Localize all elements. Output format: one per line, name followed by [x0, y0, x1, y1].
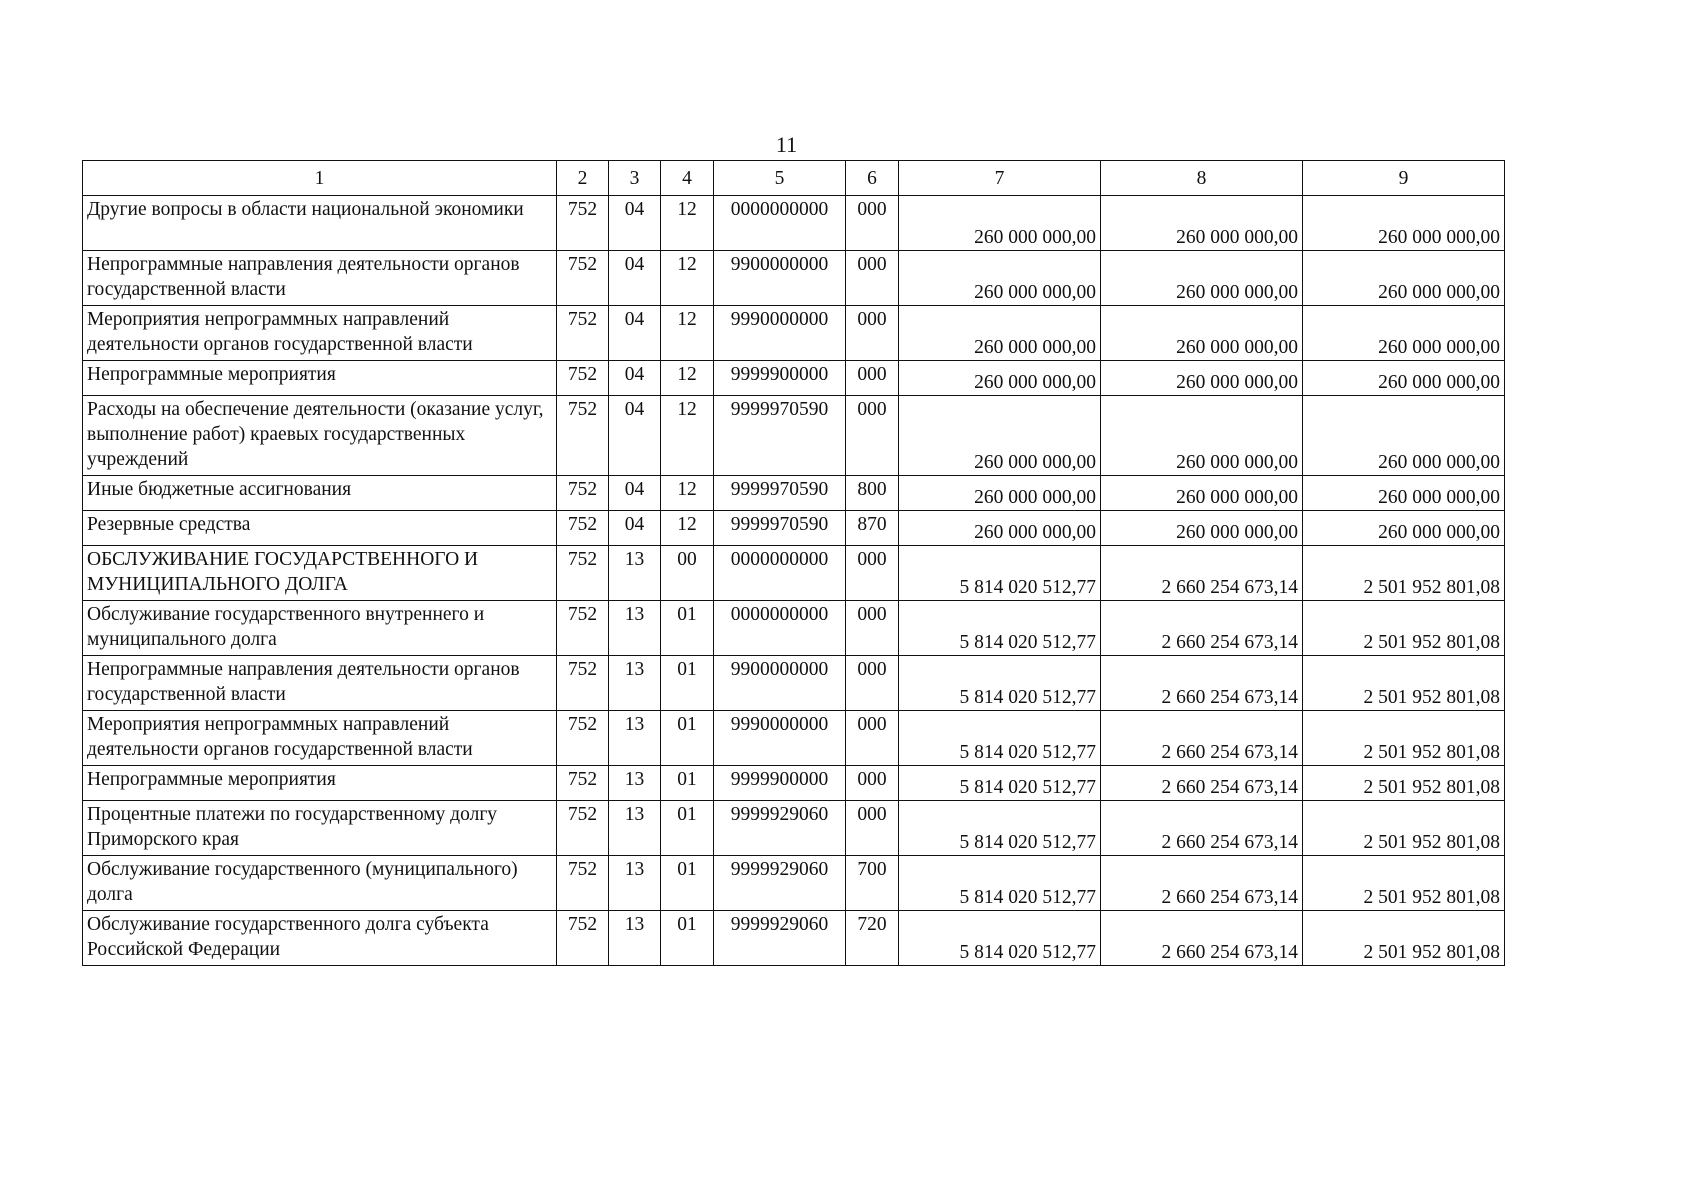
cell-col-6: 000	[846, 711, 899, 766]
amount-col-7: 5 814 020 512,77	[899, 656, 1101, 711]
amount-col-7: 260 000 000,00	[899, 251, 1101, 306]
cell-col-6: 000	[846, 656, 899, 711]
column-header: 1	[83, 161, 557, 196]
row-name: Обслуживание государственного (муниципального) долга	[83, 856, 557, 911]
cell-col-2: 752	[557, 306, 609, 361]
cell-col-3: 04	[609, 396, 661, 476]
cell-col-4: 12	[661, 306, 714, 361]
amount-col-9: 2 501 952 801,08	[1303, 711, 1505, 766]
cell-col-4: 01	[661, 601, 714, 656]
cell-col-2: 752	[557, 511, 609, 546]
amount-col-8: 260 000 000,00	[1101, 361, 1303, 396]
row-name: Иные бюджетные ассигнования	[83, 476, 557, 511]
table-row	[83, 546, 1505, 601]
column-header: 3	[609, 161, 661, 196]
cell-col-2: 752	[557, 546, 609, 601]
cell-col-2: 752	[557, 656, 609, 711]
cell-col-5: 9999929060	[714, 801, 846, 856]
cell-col-3: 04	[609, 361, 661, 396]
amount-col-9: 2 501 952 801,08	[1303, 856, 1505, 911]
cell-col-2: 752	[557, 711, 609, 766]
cell-col-3: 13	[609, 801, 661, 856]
cell-col-5: 9999900000	[714, 766, 846, 801]
amount-col-7: 260 000 000,00	[899, 476, 1101, 511]
cell-col-6: 720	[846, 911, 899, 966]
amount-col-9: 260 000 000,00	[1303, 196, 1505, 251]
amount-col-9: 2 501 952 801,08	[1303, 546, 1505, 601]
cell-col-3: 13	[609, 911, 661, 966]
amount-col-7: 260 000 000,00	[899, 511, 1101, 546]
amount-col-9: 2 501 952 801,08	[1303, 801, 1505, 856]
amount-col-9: 260 000 000,00	[1303, 511, 1505, 546]
cell-col-3: 13	[609, 856, 661, 911]
amount-col-7: 5 814 020 512,77	[899, 546, 1101, 601]
row-name: Мероприятия непрограммных направлений деятельности органов государственной власти	[83, 306, 557, 361]
table-row	[83, 396, 1505, 476]
cell-col-4: 01	[661, 711, 714, 766]
cell-col-3: 13	[609, 711, 661, 766]
cell-col-2: 752	[557, 396, 609, 476]
amount-col-8: 260 000 000,00	[1101, 251, 1303, 306]
column-header: 6	[846, 161, 899, 196]
table-row	[83, 656, 1505, 711]
cell-col-3: 04	[609, 251, 661, 306]
amount-col-8: 260 000 000,00	[1101, 306, 1303, 361]
cell-col-2: 752	[557, 601, 609, 656]
amount-col-8: 260 000 000,00	[1101, 511, 1303, 546]
table-body	[83, 196, 1505, 966]
cell-col-5: 9999970590	[714, 511, 846, 546]
cell-col-2: 752	[557, 361, 609, 396]
amount-col-8: 260 000 000,00	[1101, 396, 1303, 476]
row-name: Непрограммные мероприятия	[83, 361, 557, 396]
amount-col-9: 260 000 000,00	[1303, 396, 1505, 476]
cell-col-5: 9990000000	[714, 306, 846, 361]
table-row	[83, 306, 1505, 361]
amount-col-9: 260 000 000,00	[1303, 361, 1505, 396]
amount-col-8: 2 660 254 673,14	[1101, 801, 1303, 856]
row-name: Процентные платежи по государственному долгу Приморского края	[83, 801, 557, 856]
amount-col-9: 2 501 952 801,08	[1303, 601, 1505, 656]
amount-col-8: 2 660 254 673,14	[1101, 856, 1303, 911]
table-row	[83, 766, 1505, 801]
cell-col-5: 9900000000	[714, 251, 846, 306]
cell-col-5: 0000000000	[714, 196, 846, 251]
amount-col-7: 260 000 000,00	[899, 361, 1101, 396]
row-name: ОБСЛУЖИВАНИЕ ГОСУДАРСТВЕННОГО И МУНИЦИПАЛЬНОГО ДОЛГА	[83, 546, 557, 601]
amount-col-8: 260 000 000,00	[1101, 476, 1303, 511]
amount-col-7: 5 814 020 512,77	[899, 766, 1101, 801]
column-header: 5	[714, 161, 846, 196]
cell-col-6: 000	[846, 196, 899, 251]
cell-col-4: 12	[661, 476, 714, 511]
amount-col-8: 2 660 254 673,14	[1101, 546, 1303, 601]
amount-col-8: 2 660 254 673,14	[1101, 911, 1303, 966]
table-row	[83, 511, 1505, 546]
cell-col-4: 12	[661, 196, 714, 251]
cell-col-2: 752	[557, 251, 609, 306]
row-name: Обслуживание государственного внутреннего и муниципального долга	[83, 601, 557, 656]
row-name: Расходы на обеспечение деятельности (оказание услуг, выполнение работ) краевых государственных учреждений	[83, 396, 557, 476]
cell-col-4: 01	[661, 801, 714, 856]
cell-col-6: 000	[846, 251, 899, 306]
cell-col-4: 00	[661, 546, 714, 601]
amount-col-8: 2 660 254 673,14	[1101, 656, 1303, 711]
cell-col-2: 752	[557, 911, 609, 966]
amount-col-7: 5 814 020 512,77	[899, 601, 1101, 656]
cell-col-5: 9990000000	[714, 711, 846, 766]
cell-col-2: 752	[557, 766, 609, 801]
cell-col-6: 000	[846, 601, 899, 656]
column-header: 2	[557, 161, 609, 196]
cell-col-5: 9999929060	[714, 856, 846, 911]
cell-col-5: 9999929060	[714, 911, 846, 966]
cell-col-4: 12	[661, 251, 714, 306]
amount-col-9: 260 000 000,00	[1303, 476, 1505, 511]
cell-col-6: 000	[846, 396, 899, 476]
table-row	[83, 196, 1505, 251]
cell-col-5: 0000000000	[714, 601, 846, 656]
cell-col-2: 752	[557, 856, 609, 911]
amount-col-9: 2 501 952 801,08	[1303, 911, 1505, 966]
header-row	[83, 161, 1505, 196]
cell-col-6: 000	[846, 801, 899, 856]
cell-col-4: 01	[661, 911, 714, 966]
amount-col-9: 2 501 952 801,08	[1303, 656, 1505, 711]
column-header: 4	[661, 161, 714, 196]
cell-col-2: 752	[557, 196, 609, 251]
table-row	[83, 601, 1505, 656]
cell-col-5: 9900000000	[714, 656, 846, 711]
amount-col-7: 260 000 000,00	[899, 396, 1101, 476]
cell-col-4: 01	[661, 766, 714, 801]
cell-col-3: 13	[609, 656, 661, 711]
amount-col-8: 2 660 254 673,14	[1101, 766, 1303, 801]
cell-col-6: 870	[846, 511, 899, 546]
cell-col-4: 12	[661, 396, 714, 476]
column-header: 9	[1303, 161, 1505, 196]
cell-col-6: 700	[846, 856, 899, 911]
cell-col-4: 12	[661, 361, 714, 396]
cell-col-5: 9999970590	[714, 396, 846, 476]
amount-col-8: 260 000 000,00	[1101, 196, 1303, 251]
cell-col-5: 9999900000	[714, 361, 846, 396]
table-row	[83, 856, 1505, 911]
cell-col-4: 12	[661, 511, 714, 546]
cell-col-3: 13	[609, 546, 661, 601]
column-header: 7	[899, 161, 1101, 196]
amount-col-7: 260 000 000,00	[899, 196, 1101, 251]
cell-col-3: 04	[609, 511, 661, 546]
cell-col-3: 04	[609, 196, 661, 251]
cell-col-3: 13	[609, 766, 661, 801]
cell-col-5: 9999970590	[714, 476, 846, 511]
cell-col-3: 04	[609, 476, 661, 511]
column-header: 8	[1101, 161, 1303, 196]
amount-col-7: 5 814 020 512,77	[899, 911, 1101, 966]
row-name: Обслуживание государственного долга субъекта Российской Федерации	[83, 911, 557, 966]
amount-col-8: 2 660 254 673,14	[1101, 601, 1303, 656]
table-row	[83, 476, 1505, 511]
table-row	[83, 911, 1505, 966]
amount-col-9: 2 501 952 801,08	[1303, 766, 1505, 801]
table-row	[83, 711, 1505, 766]
cell-col-6: 000	[846, 306, 899, 361]
row-name: Мероприятия непрограммных направлений деятельности органов государственной власти	[83, 711, 557, 766]
row-name: Другие вопросы в области национальной экономики	[83, 196, 557, 251]
amount-col-7: 5 814 020 512,77	[899, 801, 1101, 856]
budget-table	[82, 160, 1505, 966]
cell-col-4: 01	[661, 656, 714, 711]
table-header	[83, 161, 1505, 196]
page-number: 11	[775, 132, 798, 157]
cell-col-6: 000	[846, 361, 899, 396]
cell-col-3: 04	[609, 306, 661, 361]
table-row	[83, 801, 1505, 856]
cell-col-2: 752	[557, 801, 609, 856]
row-name: Непрограммные направления деятельности органов государственной власти	[83, 656, 557, 711]
cell-col-2: 752	[557, 476, 609, 511]
cell-col-6: 800	[846, 476, 899, 511]
amount-col-9: 260 000 000,00	[1303, 251, 1505, 306]
amount-col-7: 5 814 020 512,77	[899, 856, 1101, 911]
amount-col-8: 2 660 254 673,14	[1101, 711, 1303, 766]
amount-col-7: 5 814 020 512,77	[899, 711, 1101, 766]
table-row	[83, 361, 1505, 396]
row-name: Непрограммные мероприятия	[83, 766, 557, 801]
row-name: Непрограммные направления деятельности органов государственной власти	[83, 251, 557, 306]
table-row	[83, 251, 1505, 306]
cell-col-5: 0000000000	[714, 546, 846, 601]
amount-col-7: 260 000 000,00	[899, 306, 1101, 361]
row-name: Резервные средства	[83, 511, 557, 546]
amount-col-9: 260 000 000,00	[1303, 306, 1505, 361]
cell-col-6: 000	[846, 766, 899, 801]
cell-col-4: 01	[661, 856, 714, 911]
cell-col-6: 000	[846, 546, 899, 601]
cell-col-3: 13	[609, 601, 661, 656]
